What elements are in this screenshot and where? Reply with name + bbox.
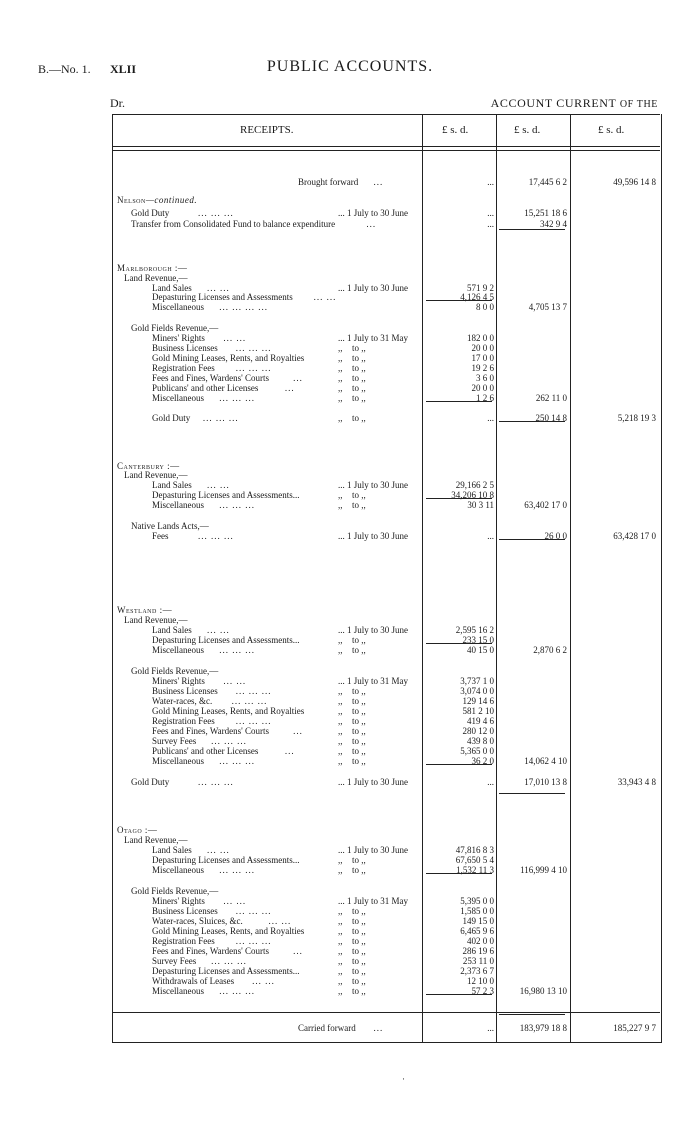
row-label-text: Brought forward	[298, 177, 359, 187]
amount-detail: 5,395 0 0	[460, 896, 494, 906]
ledger-row	[0, 530, 700, 543]
total-rule	[499, 539, 565, 540]
subtotal-rule	[426, 873, 492, 874]
period-to: to ,,	[352, 746, 366, 756]
amount-detail: 402 0 0	[467, 936, 494, 946]
period-to: to ,,	[352, 500, 366, 510]
row-label-text: Miscellaneous	[152, 393, 204, 403]
row-label-text: Fees and Fines, Wardens' Courts	[152, 373, 269, 383]
row-label-text: Nelson	[117, 195, 146, 205]
amount-detail: ...	[487, 177, 494, 187]
amount-detail: 34,206 10 8	[451, 490, 494, 500]
period: ,,	[338, 916, 343, 926]
row-label-text: Marlborough :—	[117, 263, 188, 273]
amount-subtotal: 183,979 18 8	[519, 1023, 567, 1033]
row-label	[152, 864, 204, 877]
ledger-row	[0, 644, 700, 657]
leader-dots: ...	[373, 177, 384, 187]
row-label-text: Registration Fees	[152, 363, 215, 373]
period: ,,	[338, 490, 343, 500]
receipts-column-header: RECEIPTS.	[240, 124, 294, 136]
period: ,,	[338, 855, 343, 865]
amount-detail: 581 2 10	[462, 706, 494, 716]
subtotal-rule	[426, 643, 492, 644]
period-to: to ,,	[352, 363, 366, 373]
period: ,,	[338, 363, 343, 373]
row-label	[152, 755, 204, 768]
period: ,,	[338, 706, 343, 716]
period-to: to ,,	[352, 413, 366, 423]
row-label-text: Publicans' and other Licenses	[152, 746, 259, 756]
column-header-pounds-2: £ s. d.	[514, 124, 541, 136]
period-to: to ,,	[352, 706, 366, 716]
row-label-text: Gold Duty	[131, 208, 170, 218]
ledger-row	[0, 864, 700, 877]
row-label-text: Depasturing Licenses and Assessments...	[152, 490, 300, 500]
amount-detail: 3 6 0	[476, 373, 494, 383]
row-label-text: Business Licenses	[152, 906, 218, 916]
amount-detail: 6,465 9 6	[460, 926, 494, 936]
leader-dots: ... ... ...	[235, 363, 272, 373]
row-label-text: Fees and Fines, Wardens' Courts	[152, 726, 269, 736]
period: ,,	[338, 696, 343, 706]
leader-dots: ...	[293, 373, 303, 383]
period: ,,	[338, 976, 343, 986]
leader-dots: ... ... ...	[219, 986, 256, 996]
row-label-text: Gold Mining Leases, Rents, and Royalties	[152, 706, 305, 716]
row-label-text: Survey Fees	[152, 736, 197, 746]
period-to: to ,,	[352, 906, 366, 916]
amount-subtotal: 26 0 0	[544, 531, 567, 541]
amount-detail: 19 2 6	[471, 363, 494, 373]
row-label	[152, 412, 190, 425]
total-rule	[499, 229, 565, 230]
subtotal-rule	[426, 401, 492, 402]
amount-total: 63,428 17 0	[613, 531, 656, 541]
row-label-text: Gold Fields Revenue,—	[131, 323, 219, 333]
amount-detail: 286 19 6	[462, 946, 494, 956]
leader-dots: ... ...	[223, 896, 247, 906]
row-label	[298, 176, 358, 189]
row-label-text: Land Revenue,—	[124, 470, 188, 480]
amount-detail: ...	[487, 208, 494, 218]
leader-dots: ... ...	[268, 916, 292, 926]
period: ... 1 July to 30 June	[338, 283, 409, 293]
row-label	[131, 776, 169, 789]
period: ,,	[338, 645, 343, 655]
amount-detail: 1 2 6	[476, 393, 494, 403]
ledger-row	[0, 218, 700, 231]
amount-detail: 129 14 6	[462, 696, 494, 706]
row-label-text: Miners' Rights	[152, 896, 205, 906]
row-label-text: Survey Fees	[152, 956, 197, 966]
amount-detail: 4,126 4 5	[460, 292, 494, 302]
period-to: to ,,	[352, 383, 366, 393]
amount-detail: 280 12 0	[462, 726, 494, 736]
amount-subtotal: 63,402 17 0	[524, 500, 567, 510]
period: ,,	[338, 383, 343, 393]
amount-detail: 20 0 0	[471, 343, 494, 353]
leader-dots: ... ... ...	[202, 413, 239, 423]
amount-detail: 3,737 1 0	[460, 676, 494, 686]
page-number: XLII	[110, 62, 137, 76]
amount-detail: 253 11 0	[462, 956, 494, 966]
period: ,,	[338, 906, 343, 916]
amount-detail: 29,166 2 5	[455, 480, 494, 490]
account-title: ACCOUNT CURRENT OF THE	[490, 96, 658, 110]
amount-subtotal: 15,251 18 6	[524, 208, 567, 218]
subtotal-rule	[426, 994, 492, 995]
amount-subtotal: 17,010 13 8	[524, 777, 567, 787]
amount-detail: 571 9 2	[467, 283, 494, 293]
period: ,,	[338, 926, 343, 936]
account-heading	[0, 96, 700, 114]
leader-dots: ... ... ...	[235, 343, 272, 353]
period-to: to ,,	[352, 936, 366, 946]
period-to: to ,,	[352, 353, 366, 363]
row-label-text: Miscellaneous	[152, 302, 204, 312]
row-label-text: Westland :—	[117, 605, 173, 615]
period: ,,	[338, 865, 343, 875]
leader-dots: ...	[284, 383, 295, 393]
amount-detail: 8 0 0	[476, 302, 494, 312]
row-label-text: Gold Mining Leases, Rents, and Royalties	[152, 353, 305, 363]
leader-dots: ... ... ... ...	[219, 302, 269, 312]
row-label	[117, 194, 197, 207]
period: ,,	[338, 936, 343, 946]
period: ,,	[338, 746, 343, 756]
page-title: PUBLIC ACCOUNTS.	[266, 58, 434, 75]
leader-dots: ... ... ...	[219, 500, 256, 510]
row-label-text: Land Sales	[152, 625, 192, 635]
leader-dots: ... ...	[313, 292, 337, 302]
row-label-text: Depasturing Licenses and Assessments	[152, 292, 293, 302]
row-label-text: Business Licenses	[152, 343, 218, 353]
table-rule	[112, 150, 660, 151]
page-header	[0, 58, 700, 82]
period-to: to ,,	[352, 956, 366, 966]
row-label-text: Land Revenue,—	[124, 615, 188, 625]
leader-dots: ... ... ...	[219, 393, 256, 403]
amount-detail: ...	[487, 777, 494, 787]
row-label	[152, 392, 204, 405]
ledger-row	[0, 412, 700, 425]
leader-dots: ... ... ...	[235, 936, 272, 946]
period: ... 1 July to 30 June	[338, 531, 409, 541]
row-label-text: Registration Fees	[152, 936, 215, 946]
period: ,,	[338, 966, 343, 976]
period: ,,	[338, 726, 343, 736]
row-label-text: Land Sales	[152, 845, 192, 855]
amount-detail: ...	[487, 531, 494, 541]
leader-dots: ... ... ...	[219, 865, 256, 875]
amount-detail: 419 4 6	[467, 716, 494, 726]
row-label-text: Depasturing Licenses and Assessments...	[152, 635, 300, 645]
ledger-row	[0, 301, 700, 314]
ledger-row	[0, 392, 700, 405]
amount-detail: 439 8 0	[467, 736, 494, 746]
amount-detail: 57 2 3	[471, 986, 494, 996]
row-label	[298, 1022, 356, 1035]
period: ,,	[338, 413, 343, 423]
column-header-pounds-1: £ s. d.	[442, 124, 469, 136]
period: ,,	[338, 500, 343, 510]
row-label-text: Miscellaneous	[152, 756, 204, 766]
row-label-text: Publicans' and other Licenses	[152, 383, 259, 393]
row-label	[152, 644, 204, 657]
leader-dots: ...	[284, 746, 295, 756]
column-header-pounds-3: £ s. d.	[598, 124, 625, 136]
period-to: to ,,	[352, 686, 366, 696]
amount-detail: 233 15 0	[462, 635, 494, 645]
period-to: to ,,	[352, 976, 366, 986]
period: ... 1 July to 31 May	[338, 896, 409, 906]
row-label-text: Miners' Rights	[152, 333, 205, 343]
amount-detail: 40 15 0	[467, 645, 494, 655]
amount-detail: 30 3 11	[467, 500, 494, 510]
row-label-text: Water-races, &c.	[152, 696, 213, 706]
amount-detail: 2,595 16 2	[455, 625, 494, 635]
period-to: to ,,	[352, 490, 366, 500]
row-label-text: Transfer from Consolidated Fund to balance expenditure	[131, 219, 336, 229]
period: ,,	[338, 716, 343, 726]
amount-subtotal: 2,870 6 2	[533, 645, 567, 655]
total-rule	[499, 421, 565, 422]
total-rule	[499, 793, 565, 794]
period-to: to ,,	[352, 726, 366, 736]
amount-detail: 182 0 0	[467, 333, 494, 343]
amount-subtotal: 14,062 4 10	[524, 756, 567, 766]
row-label-text: Land Revenue,—	[124, 835, 188, 845]
amount-subtotal: 262 11 0	[535, 393, 567, 403]
leader-dots: ... ... ...	[219, 645, 256, 655]
amount-detail: 3,074 0 0	[460, 686, 494, 696]
amount-total: 5,218 19 3	[617, 413, 656, 423]
period-to: to ,,	[352, 916, 366, 926]
row-label-text: Carried forward	[298, 1023, 356, 1033]
period: ... 1 July to 30 June	[338, 625, 409, 635]
row-label-text: Miscellaneous	[152, 865, 204, 875]
leader-dots: ... ...	[207, 480, 230, 490]
leader-dots: ... ... ...	[198, 208, 234, 218]
row-label	[152, 301, 204, 314]
amount-total: 33,943 4 8	[617, 777, 656, 787]
amount-detail: 47,816 8 3	[455, 845, 494, 855]
ledger-row	[0, 499, 700, 512]
amount-detail: 1,532 11 3	[456, 865, 494, 875]
period-to: to ,,	[352, 986, 366, 996]
subtotal-rule	[426, 498, 492, 499]
ledger-row	[0, 176, 700, 189]
row-label-text: Land Revenue,—	[124, 273, 188, 283]
period-to: to ,,	[352, 946, 366, 956]
leader-dots: ... ...	[207, 845, 230, 855]
period: ,,	[338, 343, 343, 353]
period: ,,	[338, 635, 343, 645]
ledger-row	[0, 194, 700, 207]
row-label-text: Native Lands Acts,—	[131, 521, 209, 531]
amount-detail: 20 0 0	[471, 383, 494, 393]
subtotal-rule	[426, 300, 492, 301]
leader-dots: ... ... ...	[231, 696, 268, 706]
period: ,,	[338, 373, 343, 383]
period-to: to ,,	[352, 393, 366, 403]
amount-detail: ...	[487, 413, 494, 423]
amount-detail: 36 2 0	[471, 756, 494, 766]
leader-dots: ... ... ...	[198, 531, 234, 541]
period: ... 1 July to 30 June	[338, 777, 409, 787]
period: ,,	[338, 956, 343, 966]
period: ... 1 July to 30 June	[338, 845, 409, 855]
period: ,,	[338, 353, 343, 363]
row-label-text: Gold Mining Leases, Rents, and Royalties	[152, 926, 305, 936]
period: ,,	[338, 986, 343, 996]
row-label-text: Depasturing Licenses and Assessments...	[152, 966, 300, 976]
amount-detail: 67,650 5 4	[455, 855, 494, 865]
period-to: to ,,	[352, 926, 366, 936]
ledger-row	[0, 985, 700, 998]
document-reference: B.—No. 1.	[38, 62, 91, 76]
amount-detail: 1,585 0 0	[460, 906, 494, 916]
leader-dots: ... ...	[207, 283, 230, 293]
period-to: to ,,	[352, 645, 366, 655]
period: ,,	[338, 756, 343, 766]
period-to: to ,,	[352, 716, 366, 726]
subtotal-rule	[426, 764, 492, 765]
row-label-text: Fees and Fines, Wardens' Courts	[152, 946, 269, 956]
period: ... 1 July to 30 June	[338, 208, 409, 218]
row-label-text: Gold Fields Revenue,—	[131, 666, 219, 676]
leader-dots: ...	[293, 946, 303, 956]
row-label	[131, 218, 335, 231]
amount-subtotal: 250 14 8	[535, 413, 567, 423]
row-label-text: Business Licenses	[152, 686, 218, 696]
period-to: to ,,	[352, 696, 366, 706]
amount-detail: ...	[487, 219, 494, 229]
leader-dots: ... ... ...	[219, 756, 256, 766]
row-label-text: Gold Duty	[152, 413, 191, 423]
leader-dots: ... ... ...	[198, 777, 234, 787]
row-label-text: Water-races, Sluices, &c.	[152, 916, 243, 926]
period: ... 1 July to 31 May	[338, 676, 409, 686]
row-label	[152, 499, 204, 512]
leader-dots: ... ...	[223, 333, 247, 343]
ledger-row	[0, 776, 700, 789]
amount-total: 185,227 9 7	[613, 1023, 656, 1033]
row-label	[152, 530, 169, 543]
amount-detail: 12 10 0	[467, 976, 494, 986]
row-label-text: Withdrawals of Leases	[152, 976, 235, 986]
leader-dots: ... ... ...	[235, 906, 272, 916]
ledger-row	[0, 1022, 700, 1035]
total-rule	[499, 1014, 565, 1015]
row-label-text: Registration Fees	[152, 716, 215, 726]
leader-dots: ... ... ...	[235, 686, 272, 696]
period: ,,	[338, 946, 343, 956]
period-to: to ,,	[352, 855, 366, 865]
leader-dots: ...	[373, 1023, 384, 1033]
leader-dots: ...	[293, 726, 303, 736]
amount-subtotal: 342 9 4	[540, 219, 567, 229]
row-label-text: Miners' Rights	[152, 676, 205, 686]
period-to: to ,,	[352, 373, 366, 383]
row-label-text: Canterbury :—	[117, 461, 180, 471]
amount-total: 49,596 14 8	[613, 177, 656, 187]
ledger-row	[0, 755, 700, 768]
amount-detail: 17 0 0	[471, 353, 494, 363]
row-label-text: Land Sales	[152, 283, 192, 293]
period-to: to ,,	[352, 635, 366, 645]
leader-dots: ... ... ...	[211, 956, 247, 966]
row-label-text: Land Sales	[152, 480, 192, 490]
period-to: to ,,	[352, 343, 366, 353]
amount-detail: 2,373 6 7	[460, 966, 494, 976]
amount-subtotal: 116,999 4 10	[520, 865, 567, 875]
leader-dots: ... ... ...	[235, 716, 272, 726]
amount-detail: ...	[487, 1023, 494, 1033]
header-rule	[112, 146, 660, 147]
row-label-text: Fees	[152, 531, 169, 541]
period-to: to ,,	[352, 756, 366, 766]
debit-label: Dr.	[110, 96, 125, 110]
period: ... 1 July to 31 May	[338, 333, 409, 343]
amount-subtotal: 17,445 6 2	[528, 177, 567, 187]
leader-dots: ... ...	[207, 625, 230, 635]
period-to: to ,,	[352, 865, 366, 875]
row-label-text: Gold Fields Revenue,—	[131, 886, 219, 896]
period: ,,	[338, 393, 343, 403]
stray-mark: ·	[402, 1074, 405, 1084]
period: ... 1 July to 30 June	[338, 480, 409, 490]
row-label	[152, 985, 204, 998]
period-to: to ,,	[352, 966, 366, 976]
row-label-text: Miscellaneous	[152, 986, 204, 996]
row-label-text: Depasturing Licenses and Assessments...	[152, 855, 300, 865]
leader-dots: ... ... ...	[211, 736, 247, 746]
leader-dots: ... ...	[223, 676, 247, 686]
row-label-text: Gold Duty	[131, 777, 170, 787]
row-label-text: Miscellaneous	[152, 645, 204, 655]
row-label-text: Otago :—	[117, 825, 158, 835]
row-label-text: Miscellaneous	[152, 500, 204, 510]
amount-detail: 5,365 0 0	[460, 746, 494, 756]
period: ,,	[338, 686, 343, 696]
period-to: to ,,	[352, 736, 366, 746]
leader-dots: ... ...	[252, 976, 275, 986]
amount-subtotal: 4,705 13 7	[528, 302, 567, 312]
amount-subtotal: 16,980 13 10	[519, 986, 567, 996]
amount-detail: 149 15 0	[462, 916, 494, 926]
table-top-rule	[112, 114, 660, 115]
period: ,,	[338, 736, 343, 746]
leader-dots: ...	[366, 219, 377, 229]
row-label-suffix: —continued.	[145, 195, 198, 205]
table-rule	[112, 1012, 660, 1013]
